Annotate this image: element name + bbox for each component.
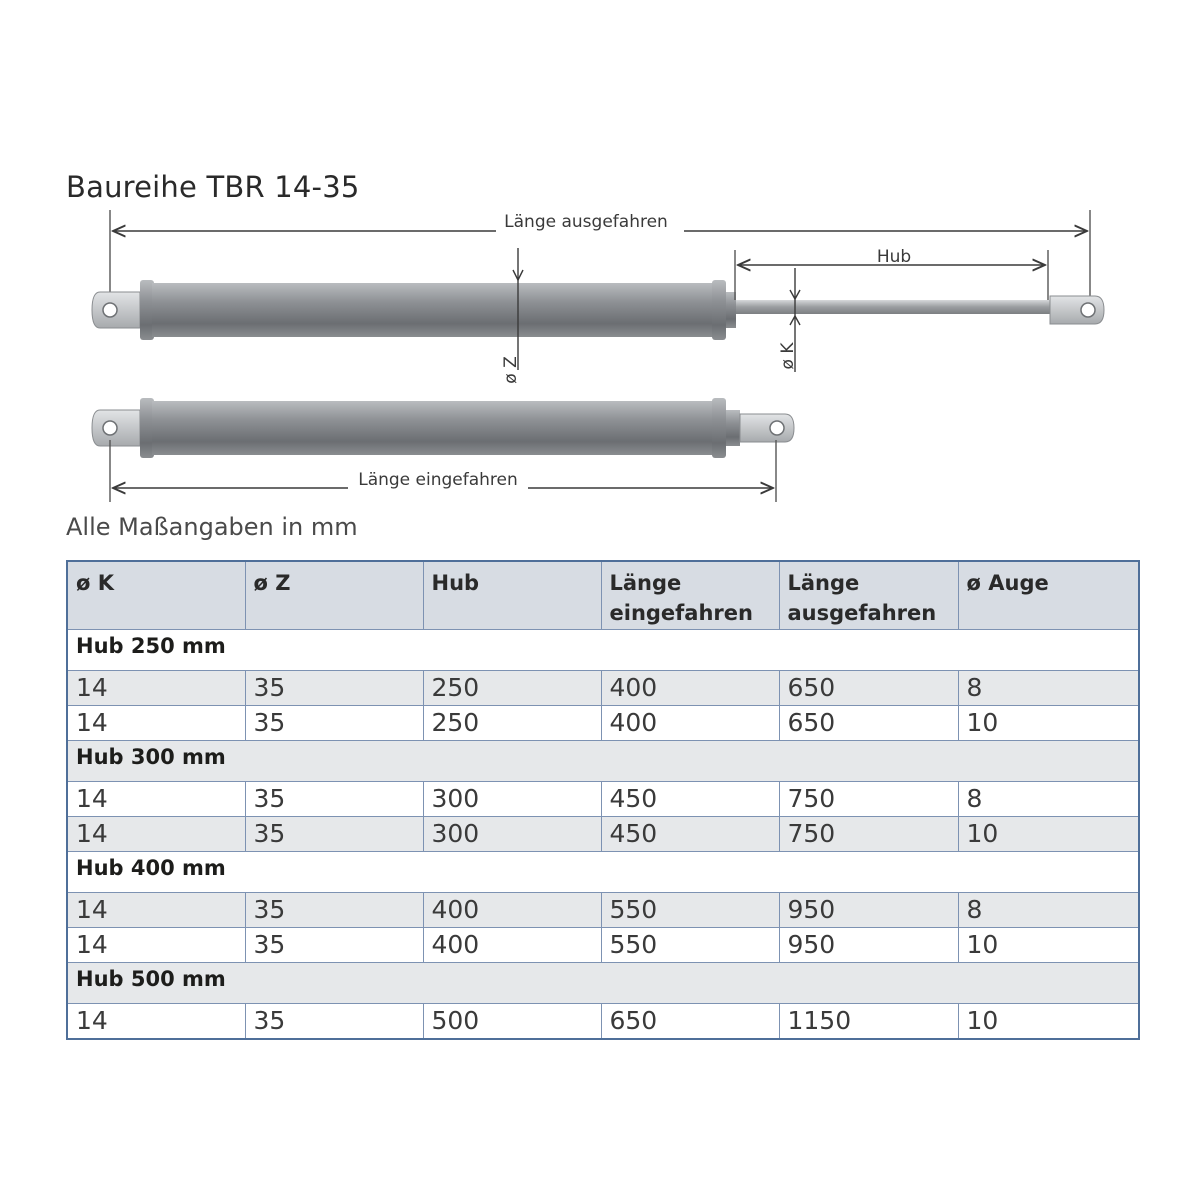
left-eye-icon bbox=[92, 410, 140, 446]
table-cell: 300 bbox=[423, 781, 601, 816]
body-diameter-label: ø Z bbox=[501, 356, 521, 384]
table-cell: 14 bbox=[67, 927, 245, 962]
header-retracted-length: Länge eingefahren bbox=[601, 561, 779, 629]
table-cell: 14 bbox=[67, 1003, 245, 1039]
table-cell: 10 bbox=[958, 927, 1139, 962]
table-cell: 650 bbox=[779, 670, 958, 705]
table-cell: 950 bbox=[779, 892, 958, 927]
table-cell: 35 bbox=[245, 927, 423, 962]
right-eye-icon bbox=[1050, 296, 1104, 324]
table-cell: 250 bbox=[423, 670, 601, 705]
rod-diameter-label: ø K bbox=[778, 342, 798, 370]
group-header-row bbox=[67, 851, 1139, 892]
table-cell: 550 bbox=[601, 892, 779, 927]
table-cell: 550 bbox=[601, 927, 779, 962]
table-cell: 400 bbox=[423, 892, 601, 927]
retracted-spring bbox=[92, 398, 794, 502]
table-cell: 650 bbox=[601, 1003, 779, 1039]
table-cell: 650 bbox=[779, 705, 958, 740]
group-header-row bbox=[67, 740, 1139, 781]
left-eye-icon bbox=[92, 292, 140, 328]
table-cell: 10 bbox=[958, 816, 1139, 851]
table-cell: 500 bbox=[423, 1003, 601, 1039]
units-note: Alle Maßangaben in mm bbox=[66, 513, 358, 541]
table-cell: 14 bbox=[67, 670, 245, 705]
table-cell: 14 bbox=[67, 781, 245, 816]
specification-table bbox=[66, 560, 1140, 1040]
table-cell: 14 bbox=[67, 705, 245, 740]
table-cell: 400 bbox=[601, 670, 779, 705]
table-row bbox=[67, 781, 1139, 816]
table-cell: 400 bbox=[423, 927, 601, 962]
table-cell: 450 bbox=[601, 781, 779, 816]
table-row bbox=[67, 670, 1139, 705]
table-cell: 35 bbox=[245, 781, 423, 816]
table-cell: 750 bbox=[779, 816, 958, 851]
header-stroke: Hub bbox=[423, 561, 601, 629]
table-cell: 400 bbox=[601, 705, 779, 740]
group-title: Hub 500 mm bbox=[67, 962, 1139, 1003]
table-cell: 250 bbox=[423, 705, 601, 740]
gas-spring-diagram bbox=[0, 0, 1200, 520]
table-cell: 35 bbox=[245, 816, 423, 851]
retracted-length-label: Länge eingefahren bbox=[358, 470, 518, 490]
group-header-row bbox=[67, 962, 1139, 1003]
table-header-row bbox=[67, 561, 1139, 629]
table-cell: 35 bbox=[245, 1003, 423, 1039]
table-cell: 35 bbox=[245, 670, 423, 705]
table-cell: 14 bbox=[67, 892, 245, 927]
table-cell: 1150 bbox=[779, 1003, 958, 1039]
table-row bbox=[67, 892, 1139, 927]
table-cell: 8 bbox=[958, 781, 1139, 816]
group-title: Hub 400 mm bbox=[67, 851, 1139, 892]
table-cell: 10 bbox=[958, 1003, 1139, 1039]
group-title: Hub 300 mm bbox=[67, 740, 1139, 781]
group-header-row bbox=[67, 629, 1139, 670]
extended-spring bbox=[92, 210, 1104, 384]
header-body-diameter: ø Z bbox=[245, 561, 423, 629]
table-cell: 14 bbox=[67, 816, 245, 851]
table-cell: 10 bbox=[958, 705, 1139, 740]
table-cell: 750 bbox=[779, 781, 958, 816]
stroke-label: Hub bbox=[876, 247, 912, 267]
right-eye-icon bbox=[740, 414, 794, 442]
table-cell: 450 bbox=[601, 816, 779, 851]
header-eye-diameter: ø Auge bbox=[958, 561, 1139, 629]
extended-length-label: Länge ausgefahren bbox=[504, 212, 668, 232]
table-cell: 300 bbox=[423, 816, 601, 851]
table-cell: 950 bbox=[779, 927, 958, 962]
table-row bbox=[67, 1003, 1139, 1039]
table-cell: 35 bbox=[245, 705, 423, 740]
page-title: Baureihe TBR 14-35 bbox=[66, 170, 360, 204]
table-row bbox=[67, 816, 1139, 851]
header-rod-diameter: ø K bbox=[67, 561, 245, 629]
table-cell: 8 bbox=[958, 670, 1139, 705]
table-cell: 8 bbox=[958, 892, 1139, 927]
table-row bbox=[67, 927, 1139, 962]
group-title: Hub 250 mm bbox=[67, 629, 1139, 670]
table-row bbox=[67, 705, 1139, 740]
table-cell: 35 bbox=[245, 892, 423, 927]
header-extended-length: Länge ausgefahren bbox=[779, 561, 958, 629]
